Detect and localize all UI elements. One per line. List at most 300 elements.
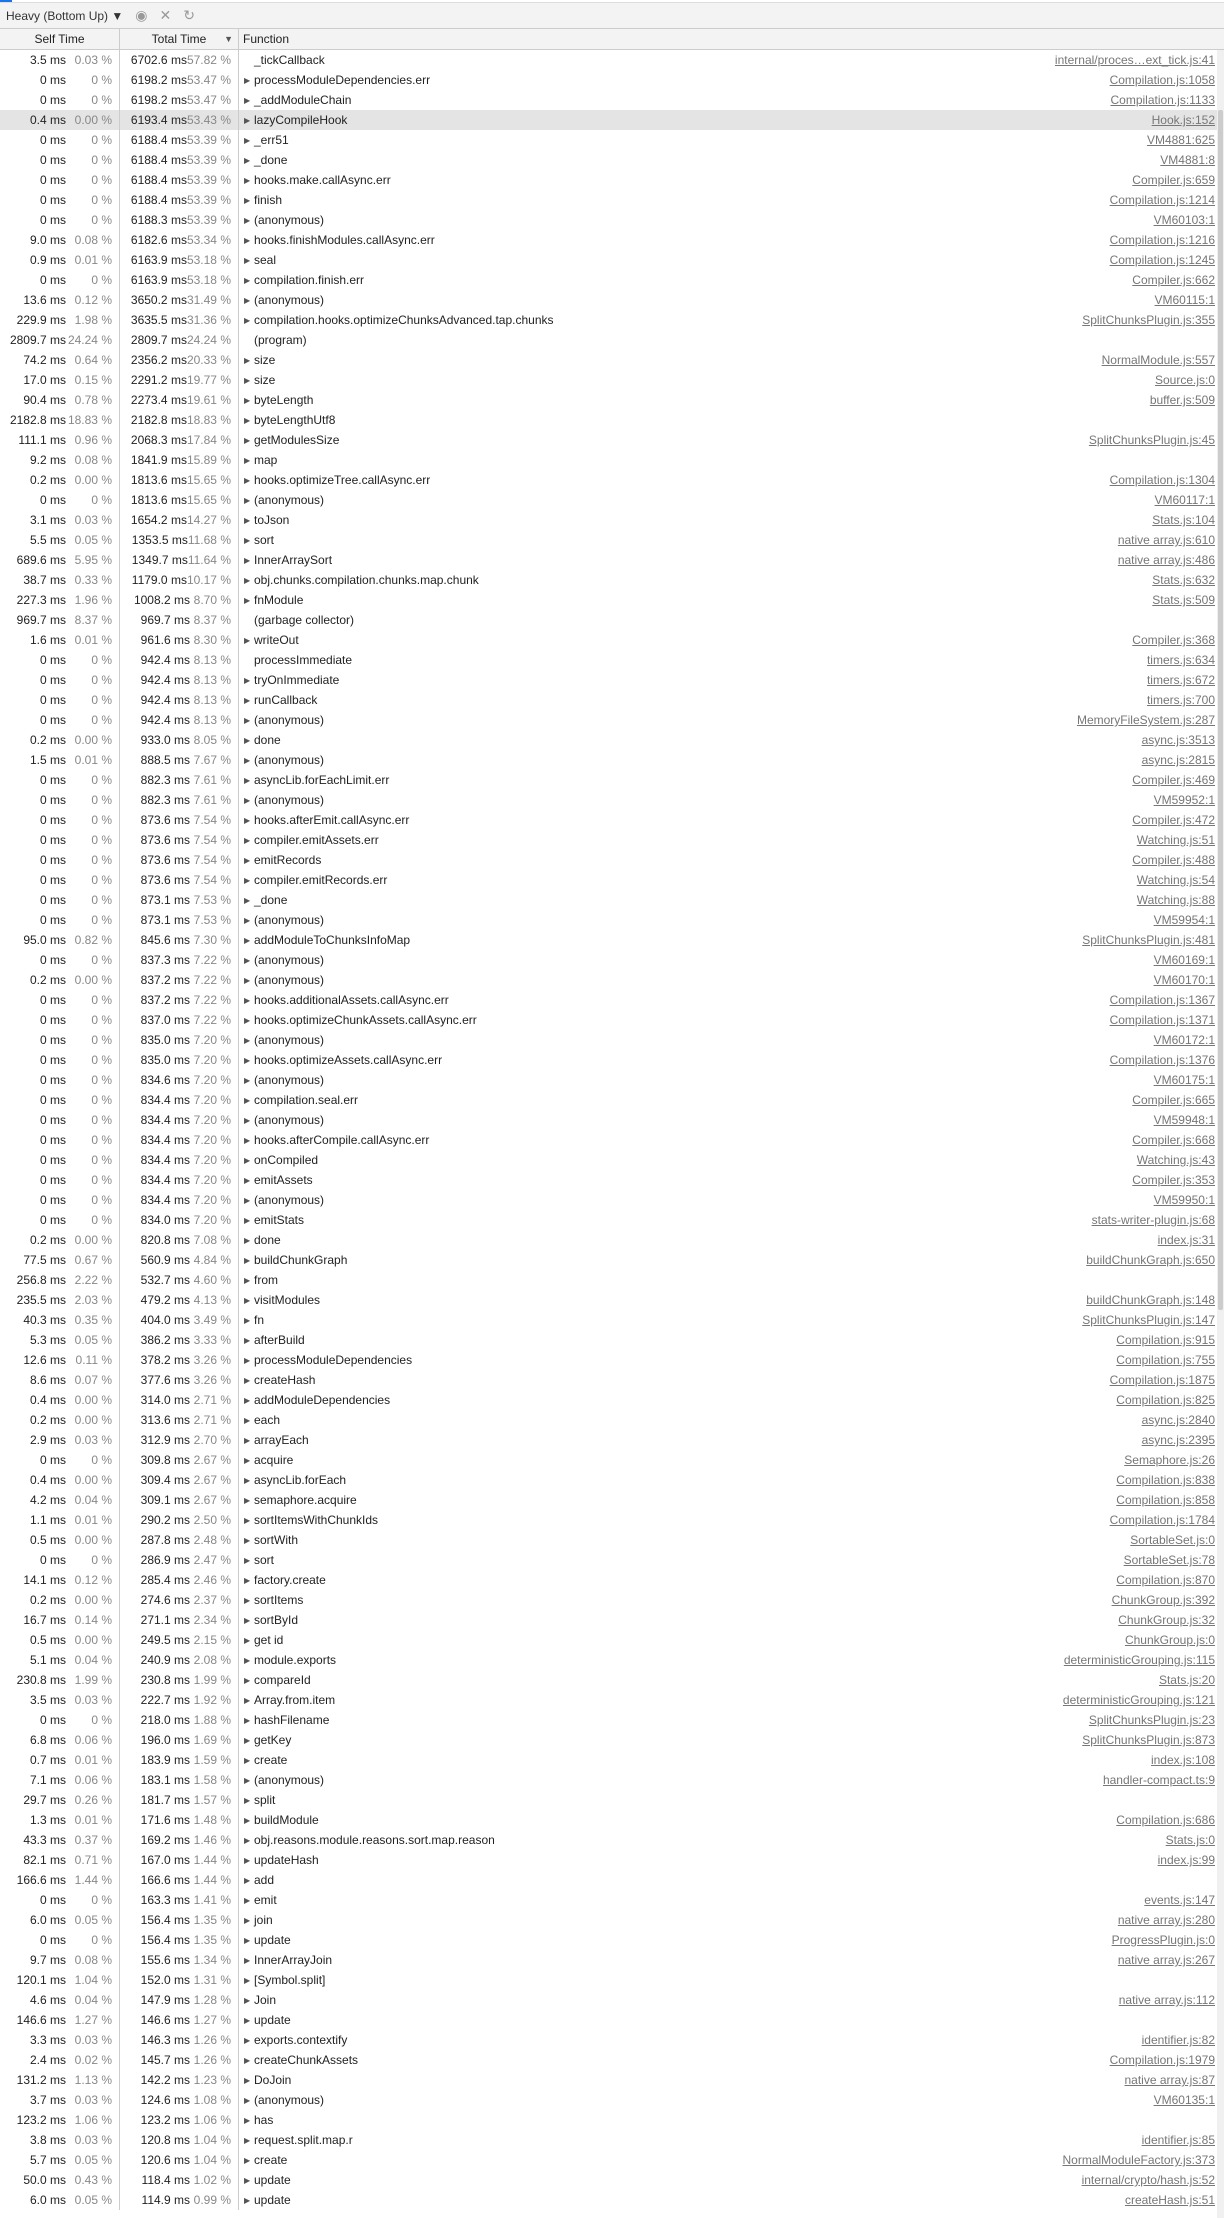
expand-triangle-icon[interactable]: ▶ [244, 435, 251, 445]
source-link[interactable]: index.js:99 [1157, 1853, 1215, 1867]
expand-triangle-icon[interactable]: ▶ [244, 2055, 251, 2065]
source-link[interactable]: internal/crypto/hash.js:52 [1081, 2173, 1215, 2187]
expand-triangle-icon[interactable]: ▶ [244, 635, 251, 645]
table-row[interactable] [0, 90, 1217, 110]
source-link[interactable]: buildChunkGraph.js:148 [1086, 1293, 1215, 1307]
table-row[interactable] [0, 1890, 1217, 1910]
table-row[interactable] [0, 190, 1217, 210]
source-link[interactable]: MemoryFileSystem.js:287 [1076, 713, 1215, 727]
table-row[interactable] [0, 950, 1217, 970]
table-row[interactable] [0, 970, 1217, 990]
table-row[interactable] [0, 1130, 1217, 1150]
table-row[interactable] [0, 2050, 1217, 2070]
expand-triangle-icon[interactable]: ▶ [244, 795, 251, 805]
table-row[interactable] [0, 2170, 1217, 2190]
source-link[interactable]: Compiler.js:353 [1132, 1173, 1215, 1187]
source-link[interactable]: handler-compact.ts:9 [1102, 1773, 1215, 1787]
clear-icon[interactable]: ✕ [159, 7, 172, 23]
table-row[interactable] [0, 130, 1217, 150]
expand-triangle-icon[interactable]: ▶ [244, 595, 251, 605]
expand-triangle-icon[interactable]: ▶ [244, 2015, 251, 2025]
table-row[interactable] [0, 2150, 1217, 2170]
table-row[interactable] [0, 990, 1217, 1010]
table-row[interactable] [0, 470, 1217, 490]
expand-triangle-icon[interactable]: ▶ [244, 2195, 251, 2205]
source-link[interactable]: timers.js:672 [1146, 673, 1215, 687]
expand-triangle-icon[interactable]: ▶ [244, 1295, 251, 1305]
expand-triangle-icon[interactable]: ▶ [244, 575, 251, 585]
source-link[interactable]: VM59948:1 [1153, 1113, 1215, 1127]
table-row[interactable] [0, 2090, 1217, 2110]
table-row[interactable] [0, 850, 1217, 870]
source-link[interactable]: SplitChunksPlugin.js:355 [1082, 313, 1215, 327]
source-link[interactable]: ProgressPlugin.js:0 [1111, 1933, 1215, 1947]
source-link[interactable]: Compilation.js:686 [1116, 1813, 1215, 1827]
expand-triangle-icon[interactable]: ▶ [244, 1595, 251, 1605]
source-link[interactable]: identifier.js:85 [1141, 2133, 1215, 2147]
source-link[interactable]: Compiler.js:665 [1132, 1093, 1215, 1107]
expand-triangle-icon[interactable]: ▶ [244, 1255, 251, 1265]
expand-triangle-icon[interactable]: ▶ [244, 495, 251, 505]
source-link[interactable]: ChunkGroup.js:0 [1124, 1633, 1215, 1647]
expand-triangle-icon[interactable]: ▶ [244, 2035, 251, 2045]
expand-triangle-icon[interactable]: ▶ [244, 875, 251, 885]
expand-triangle-icon[interactable]: ▶ [244, 1675, 251, 1685]
source-link[interactable]: Hook.js:152 [1151, 113, 1215, 127]
expand-triangle-icon[interactable]: ▶ [244, 155, 251, 165]
table-row[interactable] [0, 930, 1217, 950]
table-row[interactable] [0, 1490, 1217, 1510]
table-row[interactable] [0, 590, 1217, 610]
source-link[interactable]: Compilation.js:1216 [1109, 233, 1215, 247]
source-link[interactable]: Compilation.js:1304 [1109, 473, 1215, 487]
source-link[interactable]: VM60103:1 [1153, 213, 1215, 227]
table-row[interactable] [0, 1530, 1217, 1550]
source-link[interactable]: index.js:31 [1157, 1233, 1215, 1247]
expand-triangle-icon[interactable]: ▶ [244, 1035, 251, 1045]
source-link[interactable]: SplitChunksPlugin.js:873 [1082, 1733, 1215, 1747]
expand-triangle-icon[interactable]: ▶ [244, 2135, 251, 2145]
expand-triangle-icon[interactable]: ▶ [244, 935, 251, 945]
table-row[interactable] [0, 1690, 1217, 1710]
table-row[interactable] [0, 2190, 1217, 2210]
source-link[interactable]: ChunkGroup.js:32 [1118, 1613, 1215, 1627]
table-row[interactable] [0, 730, 1217, 750]
expand-triangle-icon[interactable]: ▶ [244, 255, 251, 265]
expand-triangle-icon[interactable]: ▶ [244, 1495, 251, 1505]
expand-triangle-icon[interactable]: ▶ [244, 1795, 251, 1805]
table-row[interactable] [0, 830, 1217, 850]
source-link[interactable]: Compiler.js:472 [1132, 813, 1215, 827]
table-row[interactable] [0, 750, 1217, 770]
table-row[interactable] [0, 2070, 1217, 2090]
table-row[interactable] [0, 910, 1217, 930]
source-link[interactable]: Watching.js:88 [1136, 893, 1215, 907]
table-row[interactable] [0, 1950, 1217, 1970]
expand-triangle-icon[interactable]: ▶ [244, 2175, 251, 2185]
expand-triangle-icon[interactable]: ▶ [244, 315, 251, 325]
expand-triangle-icon[interactable]: ▶ [244, 175, 251, 185]
table-row[interactable] [0, 710, 1217, 730]
source-link[interactable]: VM4881:8 [1160, 153, 1215, 167]
source-link[interactable]: VM59954:1 [1153, 913, 1215, 927]
table-row[interactable] [0, 370, 1217, 390]
expand-triangle-icon[interactable]: ▶ [244, 1195, 251, 1205]
expand-triangle-icon[interactable]: ▶ [244, 375, 251, 385]
table-row[interactable] [0, 810, 1217, 830]
expand-triangle-icon[interactable]: ▶ [244, 1655, 251, 1665]
expand-triangle-icon[interactable]: ▶ [244, 355, 251, 365]
table-row[interactable] [0, 330, 1217, 350]
expand-triangle-icon[interactable]: ▶ [244, 535, 251, 545]
table-row[interactable] [0, 1410, 1217, 1430]
source-link[interactable]: VM60115:1 [1154, 293, 1215, 307]
table-row[interactable] [0, 410, 1217, 430]
table-row[interactable] [0, 870, 1217, 890]
expand-triangle-icon[interactable]: ▶ [244, 1015, 251, 1025]
expand-triangle-icon[interactable]: ▶ [244, 1875, 251, 1885]
table-row[interactable] [0, 1470, 1217, 1490]
source-link[interactable]: native array.js:280 [1117, 1913, 1215, 1927]
table-row[interactable] [0, 430, 1217, 450]
table-row[interactable] [0, 390, 1217, 410]
source-link[interactable]: Compiler.js:488 [1132, 853, 1215, 867]
total-time-header[interactable] [120, 29, 239, 49]
expand-triangle-icon[interactable]: ▶ [244, 1155, 251, 1165]
source-link[interactable]: Compilation.js:870 [1116, 1573, 1215, 1587]
expand-triangle-icon[interactable]: ▶ [244, 475, 251, 485]
table-row[interactable] [0, 550, 1217, 570]
source-link[interactable]: async.js:3513 [1141, 733, 1215, 747]
table-row[interactable] [0, 2010, 1217, 2030]
table-row[interactable] [0, 1930, 1217, 1950]
table-row[interactable] [0, 1570, 1217, 1590]
expand-triangle-icon[interactable]: ▶ [244, 1215, 251, 1225]
source-link[interactable]: index.js:108 [1150, 1753, 1215, 1767]
source-link[interactable]: Watching.js:54 [1136, 873, 1215, 887]
table-row[interactable] [0, 530, 1217, 550]
expand-triangle-icon[interactable]: ▶ [244, 1235, 251, 1245]
source-link[interactable]: buffer.js:509 [1149, 393, 1215, 407]
source-link[interactable]: timers.js:634 [1146, 653, 1215, 667]
expand-triangle-icon[interactable]: ▶ [244, 755, 251, 765]
source-link[interactable]: Compiler.js:659 [1132, 173, 1215, 187]
expand-triangle-icon[interactable]: ▶ [244, 195, 251, 205]
source-link[interactable]: createHash.js:51 [1124, 2193, 1215, 2207]
source-link[interactable]: NormalModuleFactory.js:373 [1062, 2153, 1215, 2167]
expand-triangle-icon[interactable]: ▶ [244, 1815, 251, 1825]
source-link[interactable]: native array.js:112 [1118, 1993, 1215, 2007]
table-row[interactable] [0, 110, 1217, 130]
source-link[interactable]: Compilation.js:755 [1116, 1353, 1215, 1367]
source-link[interactable]: Compilation.js:1367 [1109, 993, 1215, 1007]
source-link[interactable]: Compilation.js:1214 [1109, 193, 1215, 207]
source-link[interactable]: deterministicGrouping.js:115 [1063, 1653, 1215, 1667]
expand-triangle-icon[interactable]: ▶ [244, 1375, 251, 1385]
table-row[interactable] [0, 50, 1217, 70]
self-time-header[interactable]: Self Time [0, 29, 120, 49]
expand-triangle-icon[interactable]: ▶ [244, 415, 251, 425]
source-link[interactable]: native array.js:267 [1117, 1953, 1215, 1967]
table-row[interactable] [0, 450, 1217, 470]
table-row[interactable] [0, 1630, 1217, 1650]
source-link[interactable]: Compilation.js:915 [1116, 1333, 1215, 1347]
table-row[interactable] [0, 1430, 1217, 1450]
expand-triangle-icon[interactable]: ▶ [244, 1055, 251, 1065]
expand-triangle-icon[interactable]: ▶ [244, 995, 251, 1005]
table-row[interactable] [0, 1170, 1217, 1190]
source-link[interactable]: Compilation.js:838 [1116, 1473, 1215, 1487]
expand-triangle-icon[interactable]: ▶ [244, 895, 251, 905]
table-row[interactable] [0, 1110, 1217, 1130]
expand-triangle-icon[interactable]: ▶ [244, 675, 251, 685]
source-link[interactable]: async.js:2815 [1141, 753, 1215, 767]
scrollbar-thumb[interactable] [1218, 110, 1223, 1310]
source-link[interactable]: NormalModule.js:557 [1101, 353, 1215, 367]
table-row[interactable] [0, 1670, 1217, 1690]
source-link[interactable]: Compilation.js:1371 [1109, 1013, 1215, 1027]
expand-triangle-icon[interactable]: ▶ [244, 835, 251, 845]
expand-triangle-icon[interactable]: ▶ [244, 1275, 251, 1285]
source-link[interactable]: deterministicGrouping.js:121 [1062, 1693, 1215, 1707]
source-link[interactable]: Compilation.js:825 [1116, 1393, 1215, 1407]
table-row[interactable] [0, 310, 1217, 330]
expand-triangle-icon[interactable]: ▶ [244, 1735, 251, 1745]
table-row[interactable] [0, 170, 1217, 190]
source-link[interactable]: stats-writer-plugin.js:68 [1091, 1213, 1215, 1227]
source-link[interactable]: Stats.js:0 [1165, 1833, 1215, 1847]
expand-triangle-icon[interactable]: ▶ [244, 955, 251, 965]
source-link[interactable]: async.js:2395 [1141, 1433, 1215, 1447]
expand-triangle-icon[interactable]: ▶ [244, 235, 251, 245]
expand-triangle-icon[interactable]: ▶ [244, 975, 251, 985]
expand-triangle-icon[interactable]: ▶ [244, 1635, 251, 1645]
expand-triangle-icon[interactable]: ▶ [244, 1335, 251, 1345]
expand-triangle-icon[interactable]: ▶ [244, 215, 251, 225]
source-link[interactable]: VM60117:1 [1154, 493, 1215, 507]
table-row[interactable] [0, 1090, 1217, 1110]
table-row[interactable] [0, 890, 1217, 910]
expand-triangle-icon[interactable]: ▶ [244, 295, 251, 305]
source-link[interactable]: VM60135:1 [1153, 2093, 1215, 2107]
source-link[interactable]: VM60170:1 [1153, 973, 1215, 987]
expand-triangle-icon[interactable]: ▶ [244, 1935, 251, 1945]
source-link[interactable]: Compiler.js:662 [1132, 273, 1215, 287]
table-row[interactable] [0, 2110, 1217, 2130]
expand-triangle-icon[interactable]: ▶ [244, 855, 251, 865]
expand-triangle-icon[interactable]: ▶ [244, 1415, 251, 1425]
table-row[interactable] [0, 1230, 1217, 1250]
expand-triangle-icon[interactable]: ▶ [244, 2075, 251, 2085]
table-row[interactable] [0, 1790, 1217, 1810]
expand-triangle-icon[interactable]: ▶ [244, 1715, 251, 1725]
source-link[interactable]: Stats.js:509 [1152, 593, 1215, 607]
table-row[interactable] [0, 1450, 1217, 1470]
expand-triangle-icon[interactable]: ▶ [244, 1135, 251, 1145]
expand-triangle-icon[interactable]: ▶ [244, 135, 251, 145]
table-row[interactable] [0, 1710, 1217, 1730]
expand-triangle-icon[interactable]: ▶ [244, 1115, 251, 1125]
source-link[interactable]: Compiler.js:469 [1132, 773, 1215, 787]
expand-triangle-icon[interactable]: ▶ [244, 815, 251, 825]
table-row[interactable] [0, 1030, 1217, 1050]
table-row[interactable] [0, 790, 1217, 810]
table-row[interactable] [0, 690, 1217, 710]
source-link[interactable]: SortableSet.js:0 [1130, 1533, 1215, 1547]
expand-triangle-icon[interactable]: ▶ [244, 695, 251, 705]
table-row[interactable] [0, 1070, 1217, 1090]
table-row[interactable] [0, 1390, 1217, 1410]
source-link[interactable]: Compilation.js:858 [1116, 1493, 1215, 1507]
source-link[interactable]: native array.js:486 [1117, 553, 1215, 567]
expand-triangle-icon[interactable]: ▶ [244, 735, 251, 745]
table-row[interactable] [0, 1850, 1217, 1870]
table-row[interactable] [0, 1610, 1217, 1630]
table-row[interactable] [0, 1730, 1217, 1750]
source-link[interactable]: Stats.js:104 [1152, 513, 1215, 527]
source-link[interactable]: buildChunkGraph.js:650 [1086, 1253, 1215, 1267]
table-row[interactable] [0, 350, 1217, 370]
table-row[interactable] [0, 1830, 1217, 1850]
focus-icon[interactable]: ◉ [135, 7, 148, 23]
source-link[interactable]: SplitChunksPlugin.js:147 [1082, 1313, 1215, 1327]
expand-triangle-icon[interactable]: ▶ [244, 1475, 251, 1485]
source-link[interactable]: VM60172:1 [1153, 1033, 1215, 1047]
table-row[interactable] [0, 650, 1217, 670]
reload-icon[interactable]: ↻ [183, 7, 195, 23]
expand-triangle-icon[interactable]: ▶ [244, 775, 251, 785]
source-link[interactable]: Watching.js:51 [1136, 833, 1215, 847]
expand-triangle-icon[interactable]: ▶ [244, 1975, 251, 1985]
table-row[interactable] [0, 1270, 1217, 1290]
expand-triangle-icon[interactable]: ▶ [244, 1755, 251, 1765]
source-link[interactable]: events.js:147 [1144, 1893, 1215, 1907]
expand-triangle-icon[interactable]: ▶ [244, 2115, 251, 2125]
expand-triangle-icon[interactable]: ▶ [244, 1995, 251, 2005]
table-row[interactable] [0, 1190, 1217, 1210]
table-row[interactable] [0, 1910, 1217, 1930]
view-mode-select[interactable]: Heavy (Bottom Up) ▼ [6, 8, 124, 23]
expand-triangle-icon[interactable]: ▶ [244, 115, 251, 125]
expand-triangle-icon[interactable]: ▶ [244, 1775, 251, 1785]
expand-triangle-icon[interactable]: ▶ [244, 1835, 251, 1845]
expand-triangle-icon[interactable]: ▶ [244, 1575, 251, 1585]
table-row[interactable] [0, 150, 1217, 170]
source-link[interactable]: Semaphore.js:26 [1124, 1453, 1215, 1467]
source-link[interactable]: SplitChunksPlugin.js:45 [1088, 433, 1215, 447]
table-row[interactable] [0, 770, 1217, 790]
source-link[interactable]: identifier.js:82 [1141, 2033, 1215, 2047]
source-link[interactable]: Compilation.js:1245 [1109, 253, 1215, 267]
table-row[interactable] [0, 210, 1217, 230]
expand-triangle-icon[interactable]: ▶ [244, 555, 251, 565]
expand-triangle-icon[interactable]: ▶ [244, 1615, 251, 1625]
source-link[interactable]: Compilation.js:1058 [1109, 73, 1215, 87]
source-link[interactable]: internal/proces…ext_tick.js:41 [1054, 53, 1215, 67]
table-row[interactable] [0, 1810, 1217, 1830]
table-row[interactable] [0, 1510, 1217, 1530]
expand-triangle-icon[interactable]: ▶ [244, 515, 251, 525]
source-link[interactable]: Compilation.js:1979 [1109, 2053, 1215, 2067]
table-row[interactable] [0, 70, 1217, 90]
expand-triangle-icon[interactable]: ▶ [244, 1855, 251, 1865]
expand-triangle-icon[interactable]: ▶ [244, 1915, 251, 1925]
table-row[interactable] [0, 1050, 1217, 1070]
table-row[interactable] [0, 670, 1217, 690]
expand-triangle-icon[interactable]: ▶ [244, 1355, 251, 1365]
table-row[interactable] [0, 250, 1217, 270]
table-row[interactable] [0, 1750, 1217, 1770]
expand-triangle-icon[interactable]: ▶ [244, 1435, 251, 1445]
expand-triangle-icon[interactable]: ▶ [244, 455, 251, 465]
expand-triangle-icon[interactable]: ▶ [244, 95, 251, 105]
table-row[interactable] [0, 1970, 1217, 1990]
table-row[interactable] [0, 290, 1217, 310]
source-link[interactable]: SplitChunksPlugin.js:23 [1088, 1713, 1215, 1727]
expand-triangle-icon[interactable]: ▶ [244, 75, 251, 85]
table-row[interactable] [0, 1310, 1217, 1330]
source-link[interactable]: Watching.js:43 [1136, 1153, 1215, 1167]
source-link[interactable]: Compiler.js:368 [1132, 633, 1215, 647]
table-row[interactable] [0, 2030, 1217, 2050]
table-row[interactable] [0, 270, 1217, 290]
source-link[interactable]: ChunkGroup.js:392 [1111, 1593, 1215, 1607]
expand-triangle-icon[interactable]: ▶ [244, 1175, 251, 1185]
source-link[interactable]: timers.js:700 [1146, 693, 1215, 707]
source-link[interactable]: VM60169:1 [1153, 953, 1215, 967]
expand-triangle-icon[interactable]: ▶ [244, 1695, 251, 1705]
expand-triangle-icon[interactable]: ▶ [244, 2155, 251, 2165]
expand-triangle-icon[interactable]: ▶ [244, 1395, 251, 1405]
source-link[interactable]: Stats.js:632 [1152, 573, 1215, 587]
scrollbar[interactable] [1217, 50, 1224, 2218]
table-row[interactable] [0, 1590, 1217, 1610]
source-link[interactable]: VM4881:625 [1146, 133, 1215, 147]
table-row[interactable] [0, 1550, 1217, 1570]
table-row[interactable] [0, 1250, 1217, 1270]
table-row[interactable] [0, 1770, 1217, 1790]
table-row[interactable] [0, 1870, 1217, 1890]
expand-triangle-icon[interactable]: ▶ [244, 1315, 251, 1325]
table-row[interactable] [0, 630, 1217, 650]
source-link[interactable]: VM59950:1 [1153, 1193, 1215, 1207]
expand-triangle-icon[interactable]: ▶ [244, 1455, 251, 1465]
table-row[interactable] [0, 610, 1217, 630]
function-header[interactable]: Function [243, 32, 290, 46]
table-row[interactable] [0, 1370, 1217, 1390]
expand-triangle-icon[interactable]: ▶ [244, 1555, 251, 1565]
source-link[interactable]: VM59952:1 [1153, 793, 1215, 807]
expand-triangle-icon[interactable]: ▶ [244, 1955, 251, 1965]
source-link[interactable]: SortableSet.js:78 [1123, 1553, 1215, 1567]
source-link[interactable]: SplitChunksPlugin.js:481 [1082, 933, 1215, 947]
table-row[interactable] [0, 1330, 1217, 1350]
source-link[interactable]: async.js:2840 [1141, 1413, 1215, 1427]
expand-triangle-icon[interactable]: ▶ [244, 2095, 251, 2105]
expand-triangle-icon[interactable]: ▶ [244, 715, 251, 725]
source-link[interactable]: native array.js:87 [1124, 2073, 1215, 2087]
table-row[interactable] [0, 230, 1217, 250]
table-row[interactable] [0, 1650, 1217, 1670]
table-row[interactable] [0, 2130, 1217, 2150]
source-link[interactable]: Source.js:0 [1154, 373, 1215, 387]
expand-triangle-icon[interactable]: ▶ [244, 1095, 251, 1105]
source-link[interactable]: Compilation.js:1784 [1109, 1513, 1215, 1527]
expand-triangle-icon[interactable]: ▶ [244, 1075, 251, 1085]
table-row[interactable] [0, 1150, 1217, 1170]
expand-triangle-icon[interactable]: ▶ [244, 275, 251, 285]
expand-triangle-icon[interactable]: ▶ [244, 395, 251, 405]
